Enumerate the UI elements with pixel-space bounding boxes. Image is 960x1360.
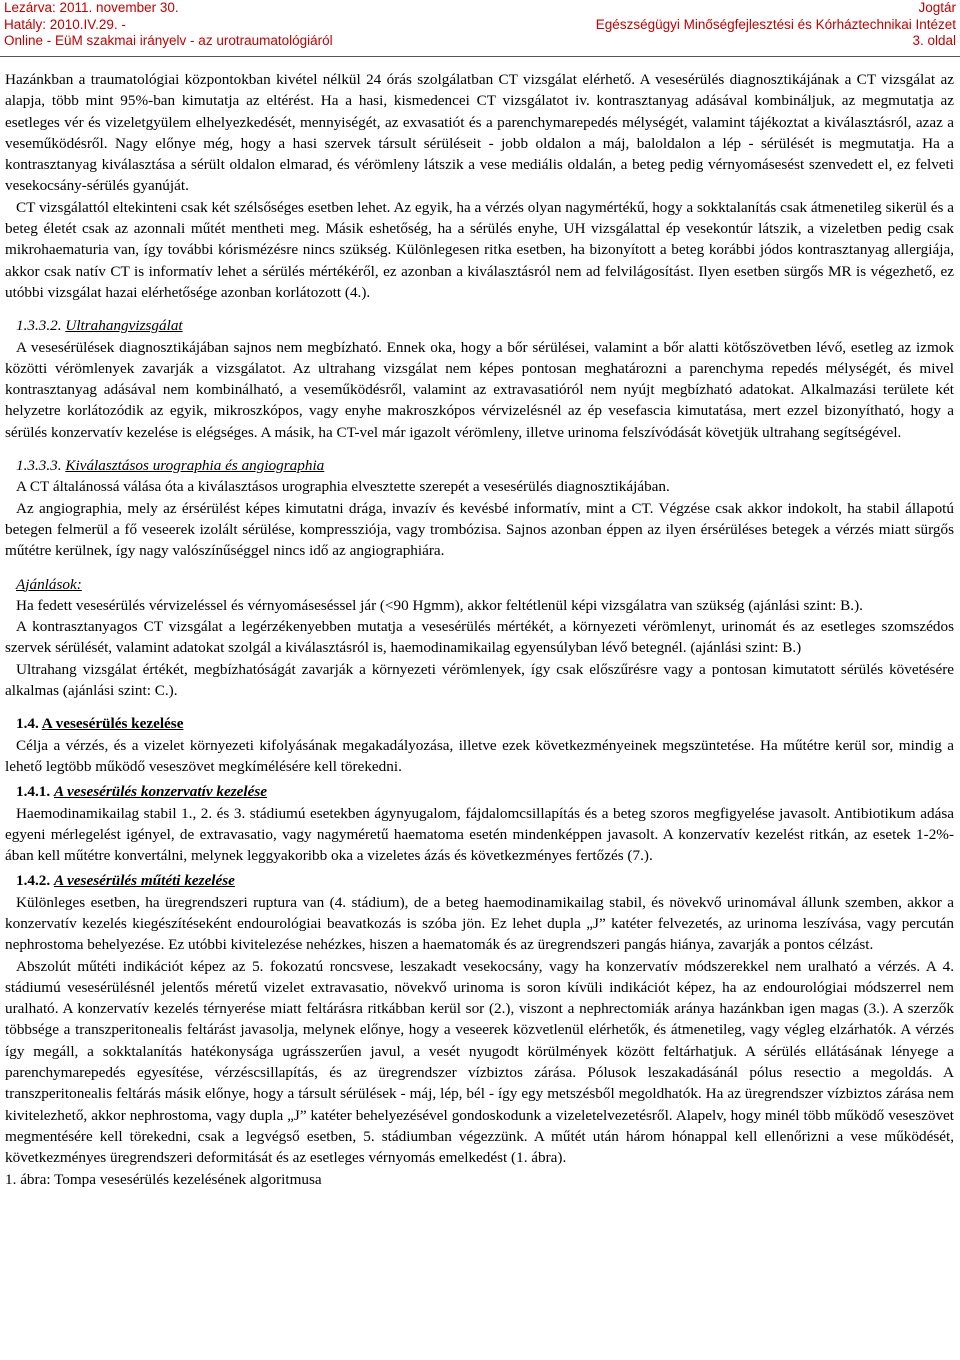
section-number: 1.4. — [16, 715, 42, 733]
section-heading-ultrasound — [5, 315, 954, 336]
paragraph-conservative: Haemodinamikailag stabil 1., 2. és 3. stádiumú esetekben ágynyugalom, fájdalomcsillapítás és a beteg szoros megfigyelése javasolt. Antibiotikum adása egyeni mérlegelést igényel, de extravasatio, vagy nagyméretű haematoma esetén mindenképpen javasolt. A konzervatív kezelést ritkán, az esetek 1-2%-ában kell műtétre konvertálni, melynek leggyakoribb oka a vizeletes ázás és következményes fertőzés (7.). — [5, 804, 954, 865]
paragraph-angiography: Az angiographia, mely az érsérülést képes kimutatni drága, invazív és kevésbé informatív, mint a CT. Végzése csak akkor indokolt, ha stabil állapotú betegen felmerül a fő veseerek izolált sérülése, kompressziója, vagy trombózisa. Sajnos azonban éppen az ilyen érsérüléses betegek a vérzés miatt sürgős műtétre kerülnek, így nagy valószínűséggel nincs idő az angiographiára. — [5, 499, 954, 560]
figure-caption: 1. ábra: Tompa vesesérülés kezelésének algoritmusa — [5, 1170, 322, 1188]
paragraph-treatment-goal: Célja a vérzés, és a vizelet környezeti kifolyásának megakadályozása, illetve ezek következményeinek megszüntetése. Ha műtétre kerül sor, mindig a lehető legtöbb működő veseszövet megkímélésére kell törekedni. — [5, 736, 954, 775]
paragraph-ultrasound: A vesesérülések diagnosztikájában sajnos nem megbízható. Ennek oka, hogy a bőr sérülései, valamint a bőr alatti kötőszövetben lévő, esetleg az izmok közötti vérömlenyek zavarják a vizsgálatot. Az ultrahang vizsgálat nem képes pontosan meghatározni a parenchyma repedés mélységét, és mivel kontrasztanyag adásával nem kombinálható, a veseműködésről, valamint az extravasatióról nem nyújt megbízható adatokat. Alkalmazási területe két helyzetre korlátozódik az egyik, mikroszkópos, vagy enyhe makroszkópos vérvizelésnél az ép vesefascia kimutatása, mert ezzel bizonyítható, hogy a sérülés konzervatív kezelése is elégséges. A másik, ha CT-vel már igazolt vérömleny, illetve urinoma felszívódását követjük ultrahang segítségével. — [5, 338, 954, 441]
header-page-number: 3. oldal — [912, 33, 956, 48]
section-number: 1.4.1. — [16, 783, 54, 801]
paragraph-ct-diagnostics: Hazánkban a traumatológiai központokban kivétel nélkül 24 órás szolgálatban CT vizsgálat elérhető. A vesesérülés diagnosztikájának a CT vizsgálat az alapja, több mint 95%-ban kimutatja az eltérést. Ha a hasi, kismedencei CT vizsgálatot iv. kontrasztanyag adásával kombináljuk, az megmutatja az esetleges vér és vizeletgyülem elhelyezkedését, mennyiségét, az exvasatiót és a parenchymarepedés mélységét, valamint tájékoztat a kiválasztásról, azaz a veseműködésről. Nagy előnye még, hogy a hasi szervek társult sérüléseit - jobb oldalon a máj, baloldalon a lép - sérülését is megmutatja. Ha a kontrasztanyag kiválasztása a sérült oldalon elmarad, és vérömleny látszik a vese mediális oldalán, a beteg pedig vérnyomásesést szenvedett el, ez felveti vesekocsány-sérülés gyanúját. — [5, 71, 954, 195]
section-heading-surgical — [5, 870, 954, 891]
header-effective-date: Hatály: 2010.IV.29. - — [4, 16, 126, 32]
paragraph-endourology: Különleges esetben, ha üregrendszeri ruptura van (4. stádium), de a beteg haemodinamikailag stabil, és növekvő urinomával állunk szemben, akkor a konzervatív kezelés kiegészítéseként endourológiai beavatkozás is szóba jön. Ez lehet dupla „J” katéter felvezetés, az urinoma leszívása, vagy percután nephrostoma behelyezése. Ez utóbbi kivitelezése nehézkes, hiszen a haematomák és az üregrendszeri pangás hiánya, zavarják a pontos célzást. — [5, 893, 954, 954]
header-divider — [0, 56, 960, 57]
section-heading-conservative — [5, 781, 954, 802]
section-number: 1.4.2. — [16, 872, 54, 890]
header-publisher: Jogtár — [918, 0, 956, 15]
section-heading-treatment — [5, 713, 954, 734]
paragraph-ct-exceptions: CT vizsgálattól eltekinteni csak két szélsőséges esetben lehet. Az egyik, ha a vérzés olyan nagymértékű, hogy a sokktalanítás csak átmenetileg sikerül és a beteg életét csak az azonnali műtét mentheti meg. Másik eshetőség, ha a sérülés enyhe, UH vizsgálattal ép vesekontúr látszik, a vizeletben pedig csak mikrohaematuria van, így további kórismézésre nincs szükség. Különlegesen ritka esetben, ha bizonyított a beteg korábbi jódos kontrasztanyag allergiája, akkor csak natív CT is informatív lehet a sérülés mértékéről, ez azonban a kiválasztásról nem ad felvilágosítást. Ilyen esetben sürgős MR is végezhető, ez utóbbi vizsgálat hazai elérhetősége azonban korlátozott (4.). — [5, 198, 954, 301]
recommendation-item: Ha fedett vesesérülés vérvizeléssel és vérnyomáseséssel jár (<90 Hgmm), akkor feltétlenül képi vizsgálatra van szükség (ajánlási szint: B.). — [16, 596, 863, 614]
section-title: Ultrahangvizsgálat — [65, 317, 183, 335]
section-heading-urography — [5, 455, 954, 476]
paragraph-urography: A CT általánossá válása óta a kiválasztásos urographia elvesztette szerepét a vesesérülés diagnosztikájában. — [16, 478, 670, 496]
recommendations-heading: Ajánlások: — [16, 575, 82, 593]
paragraph-surgical-indications: Abszolút műtéti indikációt képez az 5. fokozatú roncsvese, leszakadt vesekocsány, vagy ha konzervatív módszerekkel nem uralható a vérzés. A 4. stádiumú vesesérülésnél jelentős méretű vizelet extravasatio, növekvő urinoma is soron kívüli indikációt képez, ha az endourológiai módszerrel nem uralható. A konzervatív kezelés térnyerése miatt feltárásra ritkábban kerül sor (2.), viszont a nephrectomiák aránya hazánkban igen magas (3.). A szerzők többsége a transzperitonealis feltárást javasolja, melynek előnye, hogy a veseerek közvetlenül elérhetők, és átmenetileg, vagy végleg elzárhatók. A vérzés így megáll, a sokktalanítás hatékonysága ugrásszerűen javul, a vesét nyugodt körülmények között feltárhatjuk. A sérülés ellátásának lényege a parenchymarepedés egyesítése, vérzéscsillapítás, és az üregrendszer vízbiztos zárása. Pólusok leszakadásánál pólus resectio a megoldás. A transzperitonealis feltárás másik előnye, hogy a társult sérülések - máj, lép, bél - így egy metszésből megoldhatók. Ha az üregrendszer vízbiztos zárása nem kivitelezhető, akkor nephrostoma, vagy dupla „J” katéter behelyezésével gondoskodunk a vizeletelvezetésről. Alapelv, hogy minél több működő veseszövet megmentésére kell törekedni, csak a legvégső esetben, 5. stádiumban végezzünk. A műtét után három hónappal kell ellenőrizni a vese működését, következményes üregrendszeri deformitását és az esetleges vérnyomás emelkedést (1. ábra). — [5, 957, 954, 1167]
section-title: A vesesérülés kezelése — [41, 715, 184, 733]
section-number: 1.3.3.3. — [16, 457, 66, 475]
header-document-title: Online - EüM szakmai irányelv - az urotraumatológiáról — [4, 33, 333, 48]
section-number: 1.3.3.2. — [16, 317, 66, 335]
section-title: A vesesérülés konzervatív kezelése — [53, 783, 267, 801]
section-title: Kiválasztásos urographia és angiographia — [65, 457, 325, 475]
recommendation-item: Ultrahang vizsgálat értékét, megbízhatóságát zavarják a környezeti vérömlenyek, így csak előszűrésre vagy a pontosan kimutatott sérülés követésére alkalmas (ajánlási szint: C.). — [5, 660, 954, 700]
header-institute: Egészségügyi Minőségfejlesztési és Kórháztechnikai Intézet — [595, 16, 956, 32]
page-header — [4, 0, 956, 50]
recommendation-item: A kontrasztanyagos CT vizsgálat a legérzékenyebben mutatja a vesesérülés mértékét, a környezeti vérömlenyt, urinomát és az esetleges szomszédos szervek sérülését, valamint adatokat szolgál a kiválasztásról is, haemodinamikailag egyensúlyban lévő betegnél. (ajánlási szint: B.) — [5, 618, 954, 657]
section-title: A vesesérülés műtéti kezelése — [53, 872, 235, 890]
header-closed-date: Lezárva: 2011. november 30. — [4, 0, 179, 15]
document-body — [5, 60, 954, 1190]
